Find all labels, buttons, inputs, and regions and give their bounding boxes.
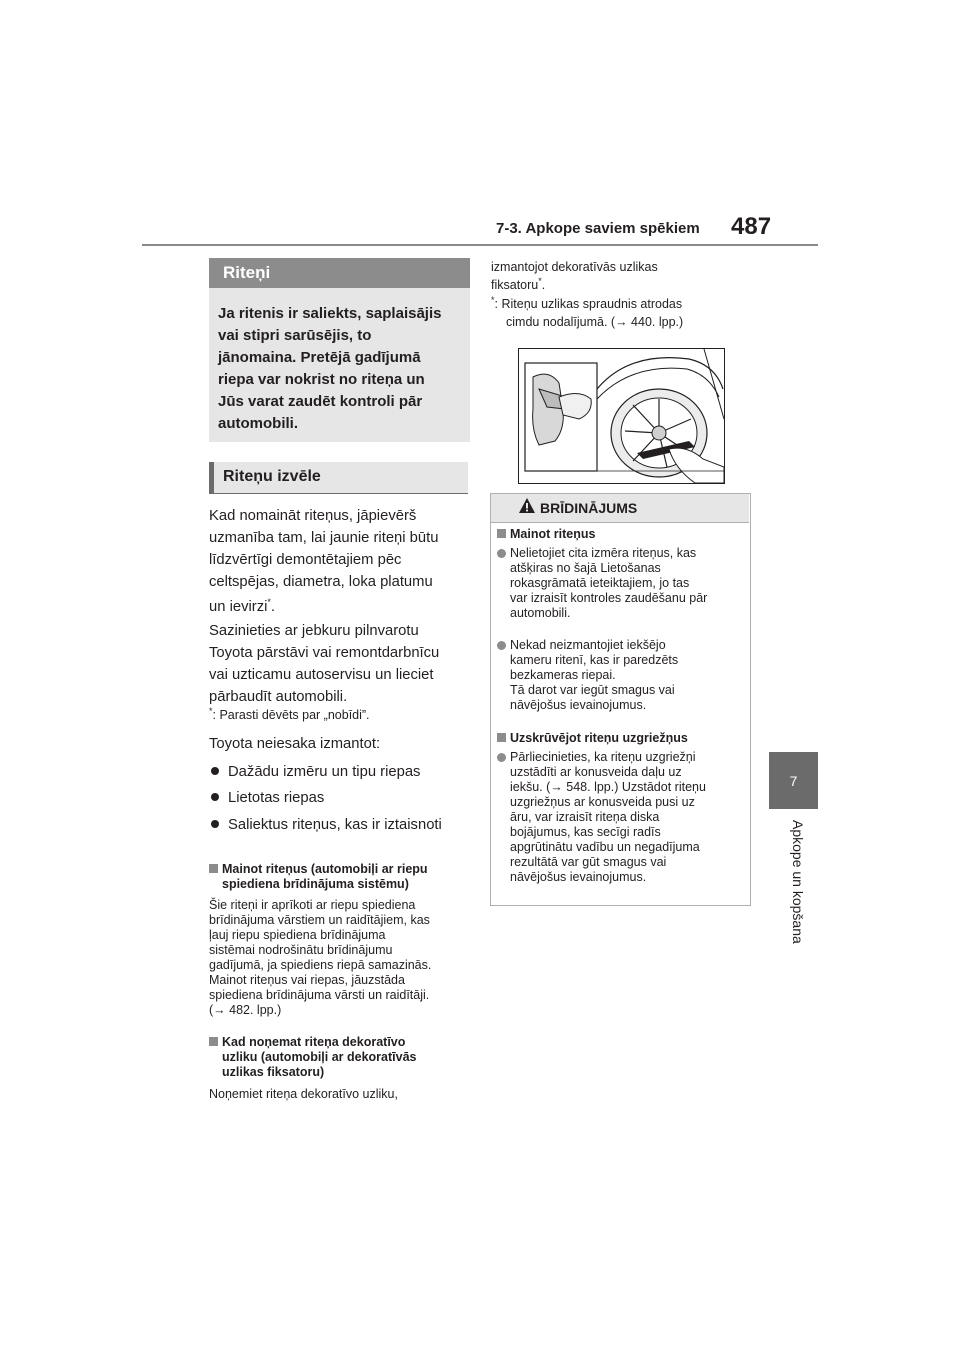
- warning-item: [510, 638, 678, 713]
- text-line: sistēmai nodrošinātu brīdinājumu: [209, 943, 393, 957]
- tpws-text: [209, 898, 431, 1018]
- wheels-box-text: [218, 303, 462, 435]
- warning-item: [510, 546, 707, 621]
- text-line: nāvējošus ievainojumus.: [510, 698, 647, 712]
- text-line: atšķiras no šajā Lietošanas: [510, 561, 661, 575]
- wheels-line: automobili.: [218, 415, 298, 432]
- wheel-ornament-illustration: [518, 348, 725, 484]
- footnote-mark: *: [267, 597, 271, 608]
- text-line: Nekad neizmantojiet iekšējo: [510, 638, 666, 652]
- bullet-icon: [211, 820, 219, 828]
- subheading-ornament: [209, 1035, 417, 1080]
- footnote: [209, 705, 370, 722]
- text-line: Kad nomaināt riteņus, jāpievērš: [209, 508, 417, 524]
- subheading-line: spiediena brīdinājuma sistēmu): [222, 877, 409, 891]
- footnote-mark: *: [491, 294, 495, 305]
- text-line: uzstādīti ar konusveida daļu uz: [510, 765, 682, 779]
- text-line: uzgriežņus ar konusveida pusi uz: [510, 795, 695, 809]
- footnote-mark: *: [209, 705, 213, 716]
- text-line: bojājumus, kas secīgi radīs: [510, 825, 661, 839]
- wheel-selection-title: Riteņu izvēle: [223, 468, 321, 485]
- right-footnote: *: Riteņu uzlikas spraudnis atrodas cimdu nodalījumā. (→ 440. lpp.): [491, 294, 684, 329]
- text-line: Pārliecinieties, ka riteņu uzgriežņi: [510, 750, 696, 764]
- warning-title: BRĪDINĀJUMS: [540, 500, 638, 516]
- warning-item: [510, 750, 706, 885]
- warning-subheading: [497, 731, 688, 746]
- wheels-line: jānomaina. Pretējā gadījumā: [218, 349, 421, 366]
- text-line: kameru ritenī, kas ir paredzēts: [510, 653, 679, 667]
- text-line: celtspējas, diametra, loka platumu: [209, 574, 433, 590]
- wheel-selection-accent: [209, 462, 214, 493]
- text-line: uzmanība tam, lai jaunie riteņi būtu: [209, 530, 439, 546]
- square-bullet-icon: [209, 1037, 218, 1046]
- subheading-line: uzlikas fiksatoru): [222, 1065, 325, 1079]
- text-line: bezkameras riepai.: [510, 668, 616, 682]
- warning-subheading-text: Uzskrūvējot riteņu uzgriežņus: [510, 731, 688, 745]
- text-line: rezultātā var gūt smagus vai: [510, 855, 667, 869]
- wheels-line: vai stipri sarūsējis, to: [218, 327, 372, 344]
- text-span: Riteņu uzlikas spraudnis atrodas: [501, 297, 683, 311]
- text-line: cimdu nodalījumā. (→ 440. lpp.): [506, 315, 684, 329]
- square-bullet-icon: [209, 864, 218, 873]
- text-line: iekšu. (→ 548. lpp.) Uzstādot riteņu: [510, 780, 706, 794]
- list-item: [211, 787, 324, 809]
- bullet-icon: [497, 641, 506, 650]
- subheading-line: uzliku (automobiļi ar dekoratīvās: [222, 1050, 417, 1064]
- warning-triangle-icon: [518, 497, 536, 519]
- subheading-line: Kad noņemat riteņa dekoratīvo: [222, 1035, 406, 1049]
- bullet-icon: [497, 753, 506, 762]
- continuation-text: [491, 258, 658, 294]
- chapter-label: Apkope un kopšana: [790, 820, 806, 944]
- text-line: gadījumā, ja spiediens riepā samazinās.: [209, 958, 432, 972]
- footnote-mark: *: [538, 275, 542, 286]
- text-line: Tā darot var iegūt smagus vai: [510, 683, 675, 697]
- square-bullet-icon: [497, 733, 506, 742]
- text-line: spiediena brīdinājuma vārsti un raidītāji.: [209, 988, 430, 1002]
- text-line: izmantojot dekoratīvās uzlikas: [491, 260, 658, 274]
- list-item: [211, 814, 442, 836]
- wheels-line: Jūs varat zaudēt kontroli pār: [218, 393, 423, 410]
- text-line: (→ 482. lpp.): [209, 1003, 282, 1017]
- list-item-text: Dažādu izmēru un tipu riepas: [228, 764, 421, 780]
- text-line: ļauj riepu spiediena brīdinājuma: [209, 928, 386, 942]
- text-span: .: [270, 599, 276, 615]
- ornament-text: Noņemiet riteņa dekoratīvo uzliku,: [209, 1087, 398, 1101]
- text-line: brīdinājuma vārstiem un raidītājiem, kas: [209, 913, 430, 927]
- subheading-tpws: [209, 862, 428, 892]
- text-line: nāvējošus ievainojumus.: [510, 870, 647, 884]
- wheel-ornament-drawing: [519, 349, 724, 483]
- bullet-icon: [211, 767, 219, 775]
- footnote-text: : Parasti dēvēts par „nobīdi”.: [212, 708, 370, 722]
- text-line: Toyota pārstāvi vai remontdarbnīcu: [209, 645, 440, 661]
- list-item-text: Saliektus riteņus, kas ir iztaisnoti: [228, 817, 442, 833]
- text-line: [491, 276, 658, 294]
- subheading-line: Mainot riteņus (automobiļi ar riepu: [222, 862, 428, 876]
- not-recommend-text: Toyota neiesaka izmantot:: [209, 736, 381, 752]
- text-line: Mainot riteņus vai riepas, jāuzstāda: [209, 973, 405, 987]
- text-span: fiksatoru: [491, 278, 539, 292]
- text-span: un ievirzi: [209, 599, 268, 615]
- text-line: Sazinieties ar jebkuru pilnvarotu: [209, 623, 419, 639]
- text-line: var izraisīt kontroles zaudēšanu pār: [510, 591, 708, 605]
- wheels-box-title: [209, 258, 470, 288]
- wheels-line: Ja ritenis ir saliekts, saplaisājis: [218, 305, 442, 322]
- text-line: Nelietojiet cita izmēra riteņus, kas: [510, 546, 697, 560]
- text-line: [209, 596, 471, 618]
- wheels-title-text: Riteņi: [223, 263, 271, 282]
- bullet-icon: [211, 793, 219, 801]
- text-line: pārbaudīt automobili.: [209, 689, 348, 705]
- warning-subheading-text: Mainot riteņus: [510, 527, 596, 541]
- square-bullet-icon: [497, 529, 506, 538]
- text-line: līdzvērtīgi demontētajiem pēc: [209, 552, 402, 568]
- wheels-line: riepa var nokrist no riteņa un: [218, 371, 425, 388]
- text-line: rokasgrāmatā ieteiktajiem, jo tas: [510, 576, 690, 590]
- section-title: 7-3. Apkope saviem spēkiem: [496, 220, 700, 237]
- paragraph-1: [209, 505, 471, 618]
- paragraph-2: [209, 620, 471, 708]
- text-span: .: [541, 278, 546, 292]
- text-line: apgrūtinātu vadību un negadījuma: [510, 840, 700, 854]
- chapter-tab: 7: [769, 752, 818, 809]
- text-line: āru, var izraisīt riteņa diska: [510, 810, 660, 824]
- warning-subheading: [497, 527, 595, 542]
- page-number: 487: [731, 213, 772, 240]
- text-line: vai uzticamu autoservisu un lieciet: [209, 667, 434, 683]
- list-item: [211, 761, 420, 783]
- bullet-icon: [497, 549, 506, 558]
- list-item-text: Lietotas riepas: [228, 790, 325, 806]
- text-line: Šie riteņi ir aprīkoti ar riepu spiediena: [209, 898, 416, 912]
- text-line: automobili.: [510, 606, 571, 620]
- wheel-selection-underline: [209, 493, 468, 494]
- header-rule: [142, 244, 818, 246]
